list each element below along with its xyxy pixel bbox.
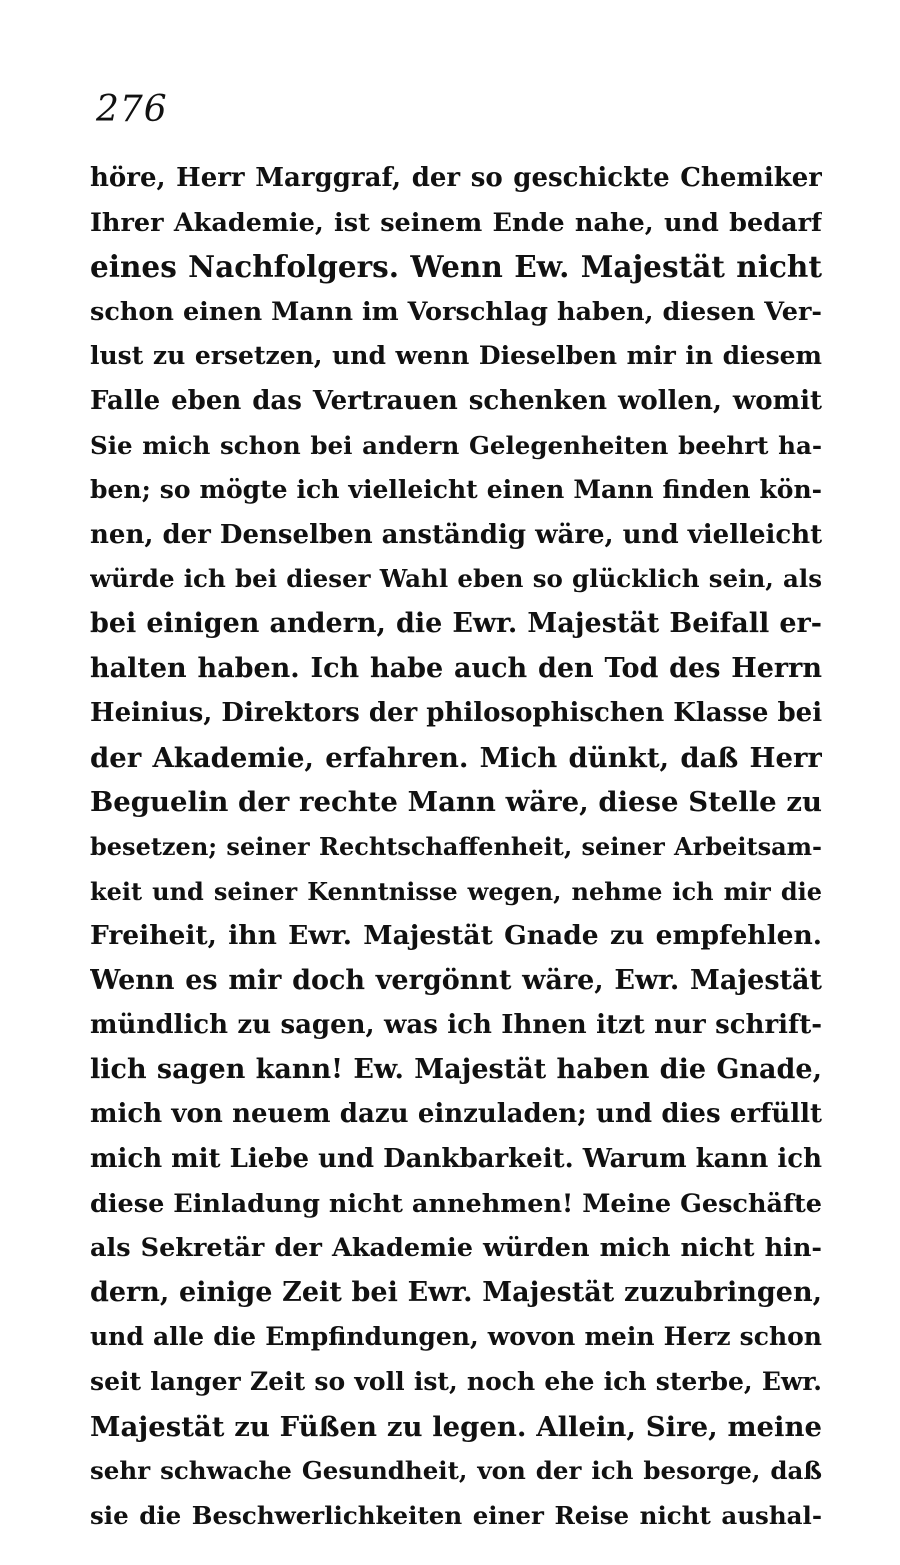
text-line: dern, einige Zeit bei Ewr. Majestät zuzubringen,	[90, 1276, 822, 1308]
text-line: Beguelin der rechte Mann wäre, diese Stelle zu	[90, 786, 822, 819]
text-line: mich von neuem dazu einzuladen; und dies erfüllt	[90, 1099, 822, 1130]
text-line: sehr schwache Gesundheit, von der ich besorge, daß	[90, 1456, 822, 1486]
text-line: mich mit Liebe und Dankbarkeit. Warum kann ich	[90, 1144, 822, 1175]
text-line: schon einen Mann im Vorschlag haben, diesen Ver-	[90, 296, 822, 327]
text-line: als Sekretär der Akademie würden mich nicht hin-	[90, 1233, 822, 1264]
text-line: und alle die Empfindungen, wovon mein Herz schon	[90, 1322, 822, 1352]
text-line: lich sagen kann! Ew. Majestät haben die Gnade,	[90, 1053, 822, 1085]
text-line: lust zu ersetzen, und wenn Dieselben mir in diesem	[90, 341, 822, 371]
text-line: Wenn es mir doch vergönnt wäre, Ewr. Majestät	[90, 964, 822, 996]
text-line: Sie mich schon bei andern Gelegenheiten beehrt ha-	[90, 430, 822, 460]
text-line: eines Nachfolgers. Wenn Ew. Majestät nicht	[90, 249, 822, 285]
text-line: Ihrer Akademie, ist seinem Ende nahe, und bedarf	[90, 207, 822, 238]
text-line: höre, Herr Marggraf, der so geschickte Chemiker	[90, 163, 822, 193]
text-line: halten haben. Ich habe auch den Tod des Herrn	[90, 652, 822, 684]
text-line: nen, der Denselben anständig wäre, und vielleicht	[90, 519, 822, 550]
text-line: seit langer Zeit so voll ist, noch ehe ich sterbe, Ewr.	[90, 1367, 822, 1397]
text-line: Heinius, Direktors der philosophischen Klasse bei	[90, 698, 822, 729]
text-line: mündlich zu sagen, was ich Ihnen itzt nur schrift-	[90, 1010, 822, 1041]
text-line: keit und seiner Kenntnisse wegen, nehme ich mir die	[90, 876, 822, 906]
text-line: Freiheit, ihn Ewr. Majestät Gnade zu empfehlen.	[90, 920, 822, 952]
text-line: der Akademie, erfahren. Mich dünkt, daß Herr	[90, 741, 822, 774]
text-line: ben; so mögte ich vielleicht einen Mann finden kön-	[90, 475, 822, 505]
text-line: würde ich bei dieser Wahl eben so glücklich sein, als	[90, 564, 822, 594]
text-line: Majestät zu Füßen zu legen. Allein, Sire, meine	[90, 1410, 822, 1443]
text-line: besetzen; seiner Rechtschaffenheit, seiner Arbeitsam-	[90, 831, 822, 861]
text-line: diese Einladung nicht annehmen! Meine Geschäfte	[90, 1188, 822, 1219]
page-number: 276	[96, 89, 168, 130]
text-line: sie die Beschwerlichkeiten einer Reise nicht aushal-	[90, 1500, 822, 1530]
text-line: Falle eben das Vertrauen schenken wollen, womit	[90, 385, 822, 416]
body-text	[90, 156, 822, 1538]
text-line: bei einigen andern, die Ewr. Majestät Beifall er-	[90, 607, 822, 639]
